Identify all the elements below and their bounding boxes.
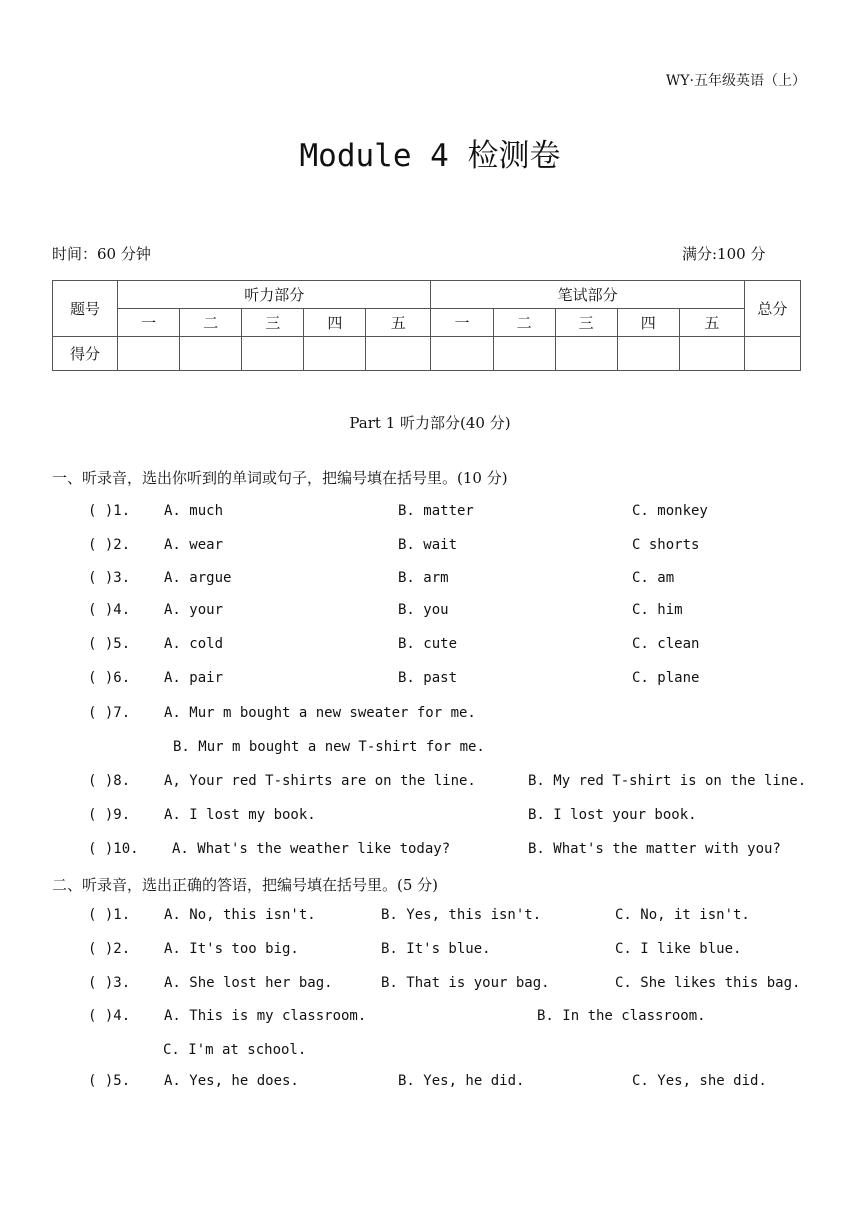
score-cell[interactable] [431, 337, 493, 371]
row-header-cell: 题号 [53, 281, 118, 337]
score-cell[interactable] [242, 337, 304, 371]
score-cell[interactable] [304, 337, 366, 371]
option-c: C. Yes, she did. [632, 1073, 767, 1089]
option-c: C. I'm at school. [163, 1042, 307, 1058]
option-a: A. It's too big. [164, 941, 299, 957]
option-a: A. Mur m bought a new sweater for me. [164, 705, 476, 721]
option-a: A. wear [164, 537, 224, 553]
score-cell[interactable] [679, 337, 744, 371]
option-b: B. Mur m bought a new T-shirt for me. [173, 739, 485, 755]
time-label: 时间：60 分钟 [52, 245, 151, 263]
question-number[interactable]: ( )7. [88, 705, 131, 721]
score-cell[interactable] [555, 337, 617, 371]
option-a: A. your [164, 602, 224, 618]
page-title: Module 4 检测卷 [299, 138, 561, 174]
section2-title: 二、听录音，选出正确的答语，把编号填在括号里。(5 分) [52, 876, 439, 894]
option-b: B. In the classroom. [537, 1008, 706, 1024]
score-cell[interactable] [617, 337, 679, 371]
numeral-cell: 三 [242, 309, 304, 337]
option-c: C. No, it isn't. [615, 907, 750, 923]
option-c: C. plane [632, 670, 700, 686]
option-b: B. Yes, he did. [398, 1073, 525, 1089]
numeral-cell: 四 [304, 309, 366, 337]
numeral-cell: 五 [366, 309, 431, 337]
question-number[interactable]: ( )8. [88, 773, 131, 789]
numeral-cell: 二 [180, 309, 242, 337]
question-number[interactable]: ( )1. [88, 907, 131, 923]
question-number[interactable]: ( )9. [88, 807, 131, 823]
option-b: B. you [398, 602, 449, 618]
option-b: B. I lost your book. [528, 807, 697, 823]
score-cell[interactable] [118, 337, 180, 371]
score-cell[interactable] [180, 337, 242, 371]
numeral-cell: 一 [431, 309, 493, 337]
option-c: C. I like blue. [615, 941, 742, 957]
numeral-cell: 五 [679, 309, 744, 337]
option-b: B. Yes, this isn't. [381, 907, 542, 923]
section1-title: 一、听录音，选出你听到的单词或句子，把编号填在括号里。(10 分) [52, 469, 508, 487]
option-c: C. She likes this bag. [615, 975, 801, 991]
score-table [52, 280, 801, 371]
question-number[interactable]: ( )2. [88, 537, 131, 553]
score-total-label: 满分:100 分 [682, 245, 766, 263]
option-b: B. It's blue. [381, 941, 491, 957]
question-number[interactable]: ( )4. [88, 602, 131, 618]
numeral-cell: 一 [118, 309, 180, 337]
option-b: B. arm [398, 570, 449, 586]
option-a: A. cold [164, 636, 224, 652]
part1-title: Part 1 听力部分(40 分) [349, 414, 511, 432]
score-cell[interactable] [366, 337, 431, 371]
question-number[interactable]: ( )1. [88, 503, 131, 519]
question-number[interactable]: ( )10. [88, 841, 139, 857]
question-number[interactable]: ( )3. [88, 975, 131, 991]
question-number[interactable]: ( )3. [88, 570, 131, 586]
question-number[interactable]: ( )5. [88, 636, 131, 652]
option-a: A. This is my classroom. [164, 1008, 367, 1024]
written-header: 笔试部分 [431, 281, 744, 309]
option-c: C. am [632, 570, 675, 586]
option-a: A. much [164, 503, 224, 519]
question-number[interactable]: ( )5. [88, 1073, 131, 1089]
option-a: A, Your red T-shirts are on the line. [164, 773, 476, 789]
score-cell[interactable] [744, 337, 800, 371]
option-a: A. argue [164, 570, 232, 586]
question-number[interactable]: ( )6. [88, 670, 131, 686]
option-a: A. She lost her bag. [164, 975, 333, 991]
total-header: 总分 [744, 281, 800, 337]
option-b: B. My red T-shirt is on the line. [528, 773, 807, 789]
option-b: B. What's the matter with you? [528, 841, 781, 857]
numeral-cell: 三 [555, 309, 617, 337]
option-c: C shorts [632, 537, 700, 553]
option-a: A. What's the weather like today? [172, 841, 451, 857]
score-row-label: 得分 [53, 337, 118, 371]
option-b: B. past [398, 670, 458, 686]
option-b: B. wait [398, 537, 458, 553]
option-b: B. That is your bag. [381, 975, 550, 991]
option-c: C. monkey [632, 503, 708, 519]
option-b: B. cute [398, 636, 458, 652]
option-a: A. Yes, he does. [164, 1073, 299, 1089]
option-a: A. pair [164, 670, 224, 686]
numeral-cell: 四 [617, 309, 679, 337]
option-c: C. clean [632, 636, 700, 652]
option-a: A. I lost my book. [164, 807, 316, 823]
option-a: A. No, this isn't. [164, 907, 316, 923]
option-c: C. him [632, 602, 683, 618]
question-number[interactable]: ( )2. [88, 941, 131, 957]
numeral-cell: 二 [493, 309, 555, 337]
listening-header: 听力部分 [118, 281, 431, 309]
header-tag: WY·五年级英语（上） [665, 73, 806, 89]
question-number[interactable]: ( )4. [88, 1008, 131, 1024]
option-b: B. matter [398, 503, 474, 519]
score-cell[interactable] [493, 337, 555, 371]
